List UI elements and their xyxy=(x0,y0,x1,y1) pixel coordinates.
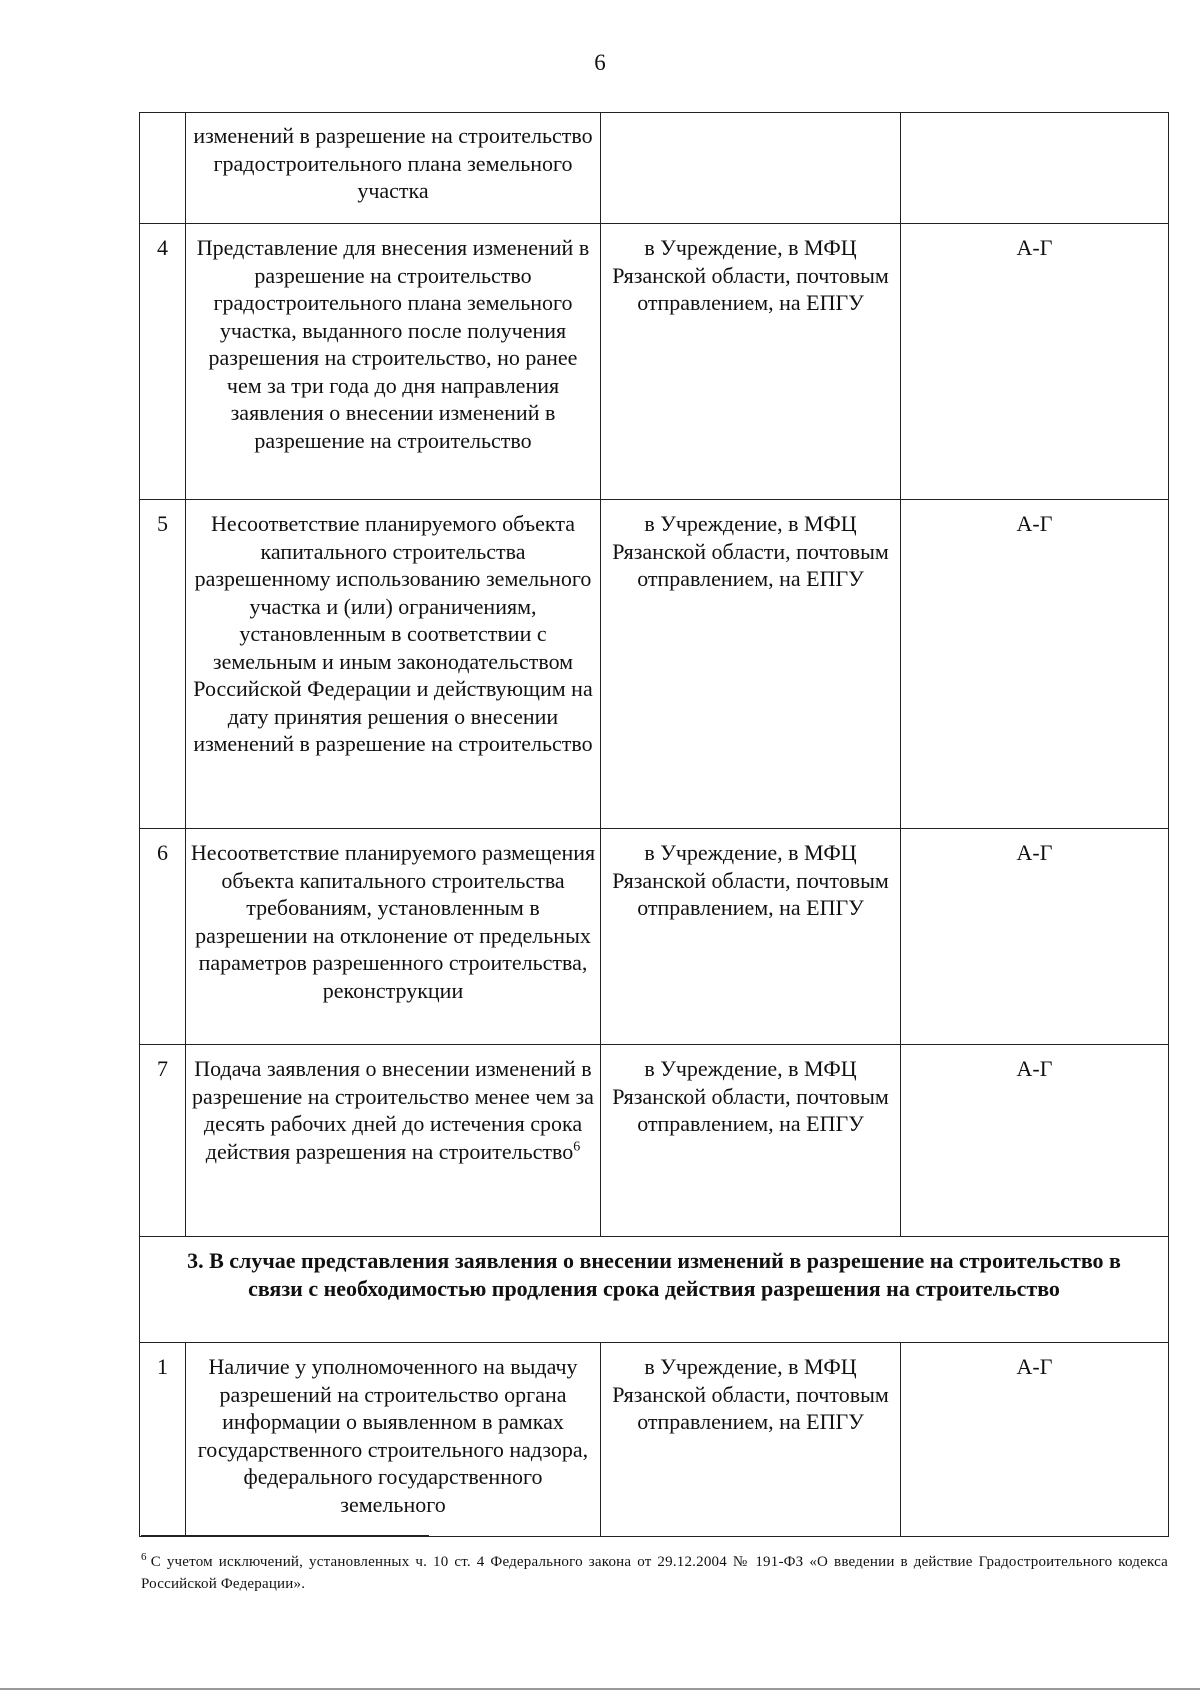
table-row xyxy=(140,500,1169,829)
grounds-table xyxy=(139,112,1169,1537)
row-number: 5 xyxy=(140,500,186,829)
table-row xyxy=(140,113,1169,224)
footnote-reference: 6 xyxy=(573,1139,581,1155)
footnote xyxy=(141,1551,1168,1595)
row-number xyxy=(140,113,186,224)
row-submission-method xyxy=(601,113,901,224)
row-number: 1 xyxy=(140,1343,186,1537)
page-number: 6 xyxy=(594,50,606,75)
row-description xyxy=(186,1045,601,1237)
footnote-text: С учетом исключений, установленных ч. 10 ст. 4 Федерального закона от 29.12.2004 № 191-ФЗ «О введении в действие Градостроительного кодекса Российской Федерации». xyxy=(141,1554,1168,1592)
row-number: 7 xyxy=(140,1045,186,1237)
table-row xyxy=(140,829,1169,1045)
table-row xyxy=(140,224,1169,500)
page-bottom-edge xyxy=(0,1688,1200,1690)
section-row xyxy=(140,1237,1169,1343)
row-code: А-Г xyxy=(901,829,1169,1045)
row-submission-method: в Учреждение, в МФЦ Рязанской области, почтовым отправлением, на ЕПГУ xyxy=(601,1343,901,1537)
row-number: 4 xyxy=(140,224,186,500)
table-row xyxy=(140,1045,1169,1237)
row-code: А-Г xyxy=(901,1343,1169,1537)
section-heading: 3. В случае представления заявления о внесении изменений в разрешение на строительство в связи с необходимостью продления срока действия разрешения на строительство xyxy=(140,1237,1169,1343)
row-code xyxy=(901,113,1169,224)
table-row xyxy=(140,1343,1169,1537)
footnote-marker: 6 xyxy=(141,1551,147,1563)
row-submission-method: в Учреждение, в МФЦ Рязанской области, почтовым отправлением, на ЕПГУ xyxy=(601,224,901,500)
row-number: 6 xyxy=(140,829,186,1045)
row-submission-method: в Учреждение, в МФЦ Рязанской области, почтовым отправлением, на ЕПГУ xyxy=(601,500,901,829)
row-description: Несоответствие планируемого объекта капитального строительства разрешенному использованию земельного участка и (или) ограничениям, установленным в соответствии с земельным и иным законодательством Российской Федерации и действующим на дату принятия решения о внесении изменений в разрешение на строительство xyxy=(186,500,601,829)
row-description: изменений в разрешение на строительство градостроительного плана земельного участка xyxy=(186,113,601,224)
footnote-separator xyxy=(141,1535,429,1536)
row-description: Несоответствие планируемого размещения объекта капитального строительства требованиям, установленным в разрешении на отклонение от предельных параметров разрешенного строительства, реконструкции xyxy=(186,829,601,1045)
row-code: А-Г xyxy=(901,1045,1169,1237)
row-description: Наличие у уполномоченного на выдачу разрешений на строительство органа информации о выявленном в рамках государственного строительного надзора, федерального государственного земельного xyxy=(186,1343,601,1537)
row-submission-method: в Учреждение, в МФЦ Рязанской области, почтовым отправлением, на ЕПГУ xyxy=(601,1045,901,1237)
row-description-text: Подача заявления о внесении изменений в разрешение на строительство менее чем за десять рабочих дней до истечения срока действия разрешения на строительство xyxy=(192,1056,594,1164)
row-description: Представление для внесения изменений в разрешение на строительство градостроительного плана земельного участка, выданного после получения разрешения на строительство, но ранее чем за три года до дня направления заявления о внесении изменений в разрешение на строительство xyxy=(186,224,601,500)
row-code: А-Г xyxy=(901,224,1169,500)
row-submission-method: в Учреждение, в МФЦ Рязанской области, почтовым отправлением, на ЕПГУ xyxy=(601,829,901,1045)
row-code: А-Г xyxy=(901,500,1169,829)
